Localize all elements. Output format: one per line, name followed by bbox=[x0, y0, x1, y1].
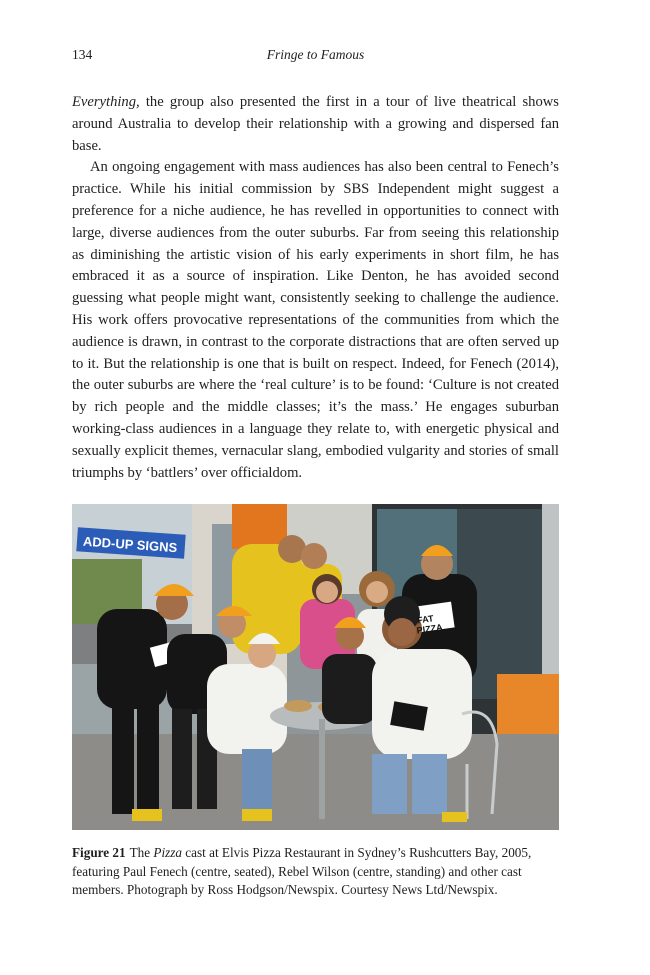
paragraph-1-text: the group also presented the first in a tour of live theatrical shows around Australia to develop their relationship with a growing and dispersed fan base. bbox=[72, 94, 559, 154]
body-text bbox=[72, 92, 559, 484]
pizza-basket bbox=[284, 700, 312, 712]
paragraph-1-emphasis: Everything, bbox=[72, 94, 140, 110]
cast-photo-illustration bbox=[72, 504, 559, 830]
paragraph-2: An ongoing engagement with mass audiences has also been central to Fenech’s practice. While his initial commission by SBS Independent might suggest a preference for a niche audience, he has revelled in opportunities to connect with large, diverse audiences from the outer suburbs. Far from seeing this relationship as diminishing the artistic vision of his early experiments in short film, he has embraced it as a source of inspiration. Like Denton, he has avoided second guessing what people might want, consistently seeking to challenge the audience. His work offers provocative representations of the communities from which the audience is drawn, in contrast to the corporate distractions that are often served up to it. But the relationship is one that is built on respect. Indeed, for Fenech (2014), the outer suburbs are where the ‘real culture’ is to be found: ‘Culture is not created by rich people and the middle classes; it’s the mass.’ He engages suburban working-class audiences in a language they relate to, with energetic physical and sexually explicit themes, vernacular slang, embodied vulgarity and stories of small triumphs by ‘battlers’ over officialdom. bbox=[72, 159, 559, 481]
page-number: 134 bbox=[72, 47, 93, 62]
shop-sign-text: ADD-UP SIGNS bbox=[82, 533, 178, 556]
figure-caption bbox=[72, 844, 559, 900]
caption-text: cast at Elvis Pizza Restaurant in Sydney’s Rushcutters Bay, 2005, featuring Paul Fenech (centre, seated), Rebel Wilson (centre, standing) and other cast members. Photograph by Ross Hodgson/Newspix. Courtesy News Ltd/Newspix. bbox=[72, 845, 532, 897]
running-title: Fringe to Famous bbox=[266, 47, 365, 62]
caption-pre: The bbox=[129, 845, 154, 860]
shirt-logo-line1: FAT bbox=[416, 613, 435, 626]
caption-title: Pizza bbox=[153, 845, 182, 860]
shoe bbox=[442, 812, 467, 822]
paragraph-1 bbox=[72, 92, 559, 157]
figure-photo bbox=[72, 504, 559, 830]
shirt-logo-line2: PIZZA bbox=[416, 622, 444, 636]
figure-label: Figure 21 bbox=[72, 845, 126, 860]
page-header bbox=[72, 47, 559, 67]
shoe bbox=[242, 809, 272, 821]
shoe bbox=[132, 809, 162, 821]
